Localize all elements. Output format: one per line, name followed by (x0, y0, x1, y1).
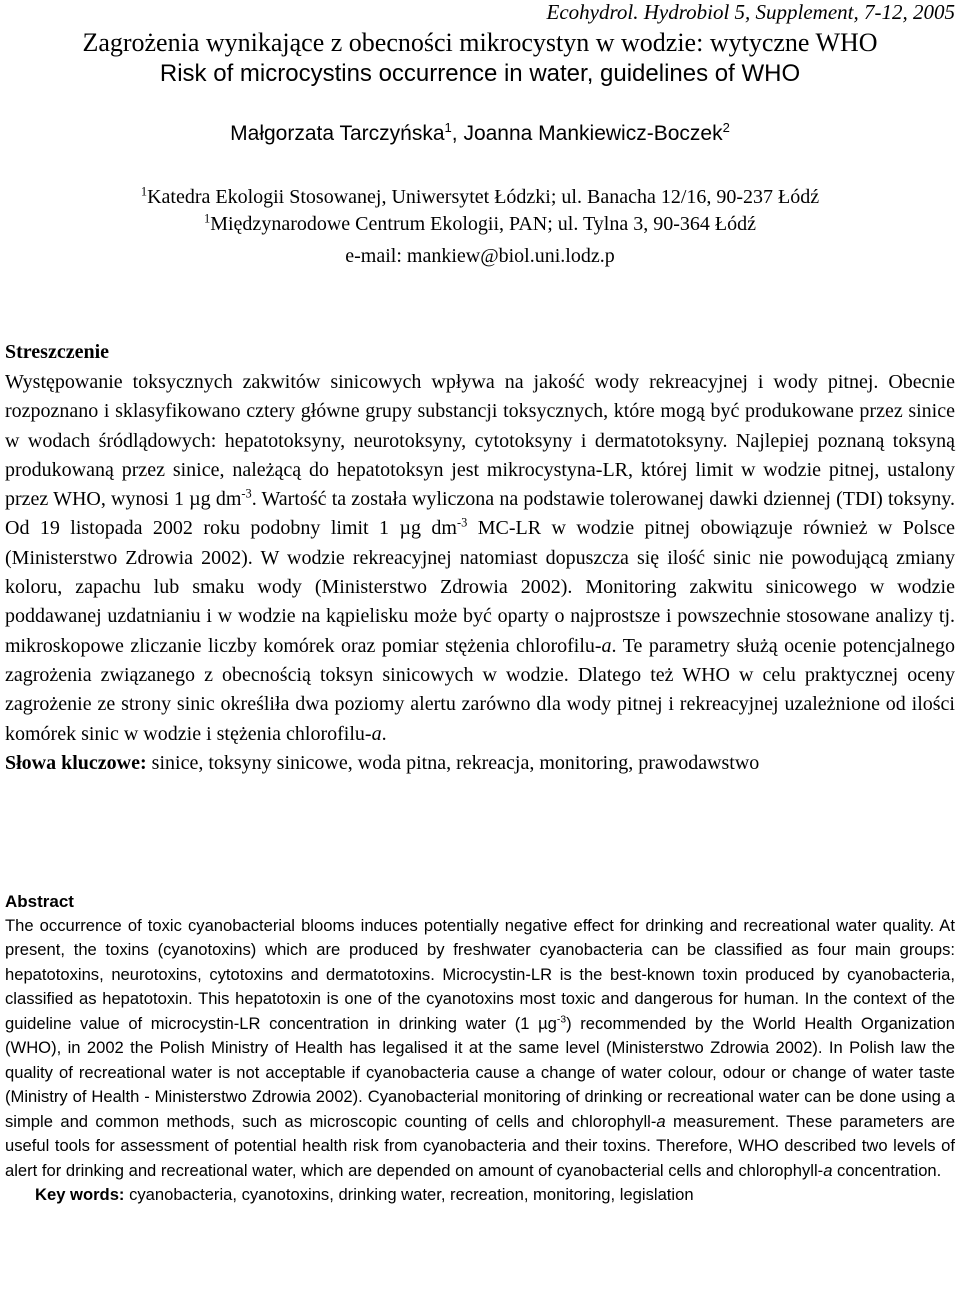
affiliation-text: Międzynarodowe Centrum Ekologii, PAN; ul. Tylna 3, 90-364 Łódź (210, 213, 756, 235)
streszczenie-section (5, 340, 955, 778)
superscript: -3 (556, 1014, 567, 1026)
superscript: -3 (456, 515, 468, 530)
author-list (5, 121, 955, 147)
contact-email: e-mail: mankiew@biol.uni.lodz.p (345, 245, 615, 267)
keywords-polish (5, 749, 955, 778)
body-text: . (381, 722, 387, 745)
streszczenie-heading: Streszczenie (5, 341, 110, 363)
affiliation (5, 185, 955, 209)
body-text: . Te parametry służą ocenie potencjalnego zagrożenia związanego z obecnością toksyn sinicowych w wodzie. Dlatego też WHO w celu praktycznej oceny zagrożenie ze strony sinic określiła dwa poziomy alertu zarówno dla wody pitnej i rekreacyjnej uzależnione od ilości komórek sinic w wodzie i stężenia chlorofilu- (5, 634, 956, 745)
keywords-english (5, 1183, 955, 1207)
streszczenie-body (5, 368, 955, 749)
title-english: Risk of microcystins occurrence in water, guidelines of WHO (159, 60, 801, 87)
body-text: concentration. (832, 1160, 942, 1180)
italic-symbol: a (823, 1160, 833, 1180)
affiliation-mark: 1 (204, 211, 211, 226)
italic-symbol: a (371, 722, 382, 745)
author-name: Joanna Mankiewicz-Boczek (463, 122, 723, 145)
body-text: . Wartość ta została wyliczona na podstawie tolerowanej dawki dziennej (TDI) toksyny. Od 19 listopada 2002 roku podobny limit 1 µg dm (5, 488, 955, 540)
author-affiliation-mark: 1 (444, 120, 452, 135)
keywords-text: sinice, toksyny sinicowe, woda pitna, rekreacja, monitoring, prawodawstwo (146, 751, 760, 774)
superscript: -3 (241, 486, 252, 501)
body-text: Występowanie toksycznych zakwitów sinicowych wpływa na jakość wody rekreacyjnej i wody pitnej. Obecnie rozpoznano i sklasyfikowano cztery główne grupy substancji toksycznych, które mogą być produkowane przez sinice w wodach śródlądowych: hepatotoksyny, neurotoksyny, cytotoksyny i dermatotoksyny. Najlepiej poznaną toksyną produkowaną przez sinice, należącą do hepatotoksyn jest mikrocystyna-LR, której limit w wodzie pitnej, ustalony przez WHO, wynosi 1 µg dm (5, 371, 955, 511)
affiliation-mark: 1 (140, 184, 148, 199)
italic-symbol: a (601, 634, 612, 657)
affiliation-text: Katedra Ekologii Stosowanej, Uniwersytet Łódzki; ul. Banacha 12/16, 90-237 Łódź (147, 186, 820, 208)
author-name: Małgorzata Tarczyńska (230, 122, 445, 145)
abstract-body (5, 914, 955, 1183)
abstract-heading: Abstract (5, 892, 74, 911)
italic-symbol: a (656, 1111, 666, 1131)
journal-citation: Ecohydrol. Hydrobiol 5, Supplement, 7-12, 2005 (546, 0, 955, 24)
author-separator: , (451, 122, 464, 145)
keywords-text: cyanobacteria, cyanotoxins, drinking water, recreation, monitoring, legislation (124, 1184, 694, 1204)
body-text: The occurrence of toxic cyanobacterial blooms induces potentially negative effect for drinking and recreational water quality. At present, the toxins (cyanotoxins) which are produced by freshwater cyanobacteria can be classified as four main groups: hepatotoxins, neurotoxins, cytotoxins and dermatotoxins. Microcystin-LR is the best-known toxin produced by cyanobacteria, classified as hepatotoxin. This hepatotoxin is one of the cyanotoxins most toxic and dangerous for human. In the context of the guideline value of microcystin-LR concentration in drinking water (1 µg (5, 916, 955, 1033)
author-affiliation-mark: 2 (722, 120, 730, 135)
abstract-section (5, 890, 955, 1207)
title-polish: Zagrożenia wynikające z obecności mikrocystyn w wodzie: wytyczne WHO (82, 28, 878, 57)
affiliation (5, 212, 955, 236)
keywords-label: Key words: (35, 1184, 125, 1204)
keywords-label: Słowa kluczowe: (5, 751, 147, 774)
body-text: measurement. These parameters are useful tools for assessment of potential health risk from cyanobacteria and their toxins. Therefore, WHO described two levels of alert for drinking and recreational water, which are depended on amount of cyanobacterial cells and chlorophyll- (5, 1111, 955, 1180)
body-text: MC-LR w wodzie pitnej obowiązuje również w Polsce (Ministerstwo Zdrowia 2002). W wodzie rekreacyjnej natomiast dopuszcza się ilość sinic nie powodującą zmiany koloru, zapachu lub smaku wody (Ministerstwo Zdrowia 2002). Monitoring zakwitu sinicowego w wodzie poddawanej uzdatnianiu i w wodzie na kąpielisku może być oparty o najprostsze i powszechnie stosowane analizy tj. mikroskopowe zliczanie liczby komórek oraz pomiar stężenia chlorofilu- (5, 517, 955, 657)
body-text: ) recommended by the World Health Organization (WHO), in 2002 the Polish Ministry of Health has legalised it at the same level (Ministerstwo Zdrowia 2002). In Polish law the quality of recreational water is not acceptable if cyanobacteria cause a change of water colour, odour or change of water taste (Ministry of Health - Ministerstwo Zdrowia 2002). Cyanobacterial monitoring of drinking or recreational water can be done using a simple and common methods, such as microscopic counting of cells and chlorophyll- (5, 1013, 956, 1131)
